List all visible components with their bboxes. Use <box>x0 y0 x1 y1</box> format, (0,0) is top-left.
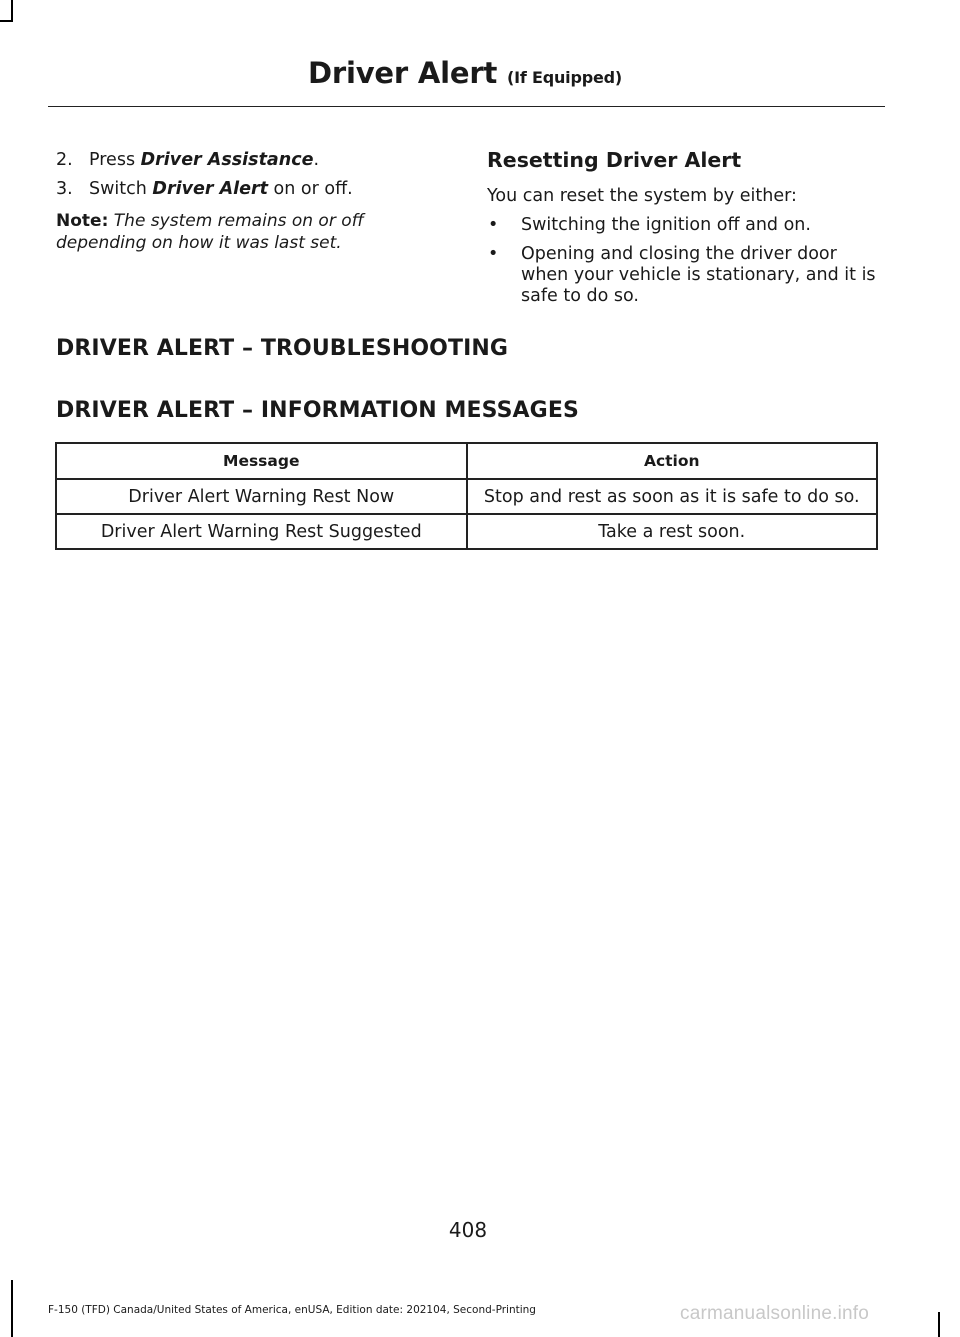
table-header-row <box>56 443 877 479</box>
crop-mark-bottom-left <box>11 1280 13 1337</box>
table-cell-message: Driver Alert Warning Rest Suggested <box>56 514 467 549</box>
header-subtitle: (If Equipped) <box>507 68 622 87</box>
watermark: carmanualsonline.info <box>680 1303 870 1324</box>
left-column <box>56 146 416 254</box>
column-header-message: Message <box>56 443 467 479</box>
resetting-heading: Resetting Driver Alert <box>487 148 742 172</box>
note-label: Note: <box>56 211 109 231</box>
table-cell-action: Stop and rest as soon as it is safe to do so. <box>467 479 878 514</box>
emphasis-driver-assistance: Driver Assistance <box>140 150 314 170</box>
header-divider <box>48 106 885 107</box>
right-column <box>487 146 887 315</box>
table-cell-message: Driver Alert Warning Rest Now <box>56 479 467 514</box>
note <box>56 210 416 254</box>
bullet-icon: • <box>488 215 499 235</box>
reset-intro: You can reset the system by either: <box>487 186 797 206</box>
header-title: Driver Alert <box>308 56 498 90</box>
note-text: The system remains on or off depending on how it was last set. <box>56 211 364 253</box>
messages-table <box>55 442 878 550</box>
page-header <box>0 56 930 90</box>
table-cell-action: Take a rest soon. <box>467 514 878 549</box>
footer-edition: F-150 (TFD) Canada/United States of America, enUSA, Edition date: 202104, Second-Printing <box>48 1304 536 1316</box>
crop-mark-top-left <box>11 0 13 20</box>
page-number: 408 <box>448 1218 488 1242</box>
list-item: • Switching the ignition off and on. <box>488 215 811 235</box>
list-item: • Opening and closing the driver door when your vehicle is stationary, and it is safe to do so. <box>488 244 876 306</box>
column-header-action: Action <box>467 443 878 479</box>
troubleshooting-heading: DRIVER ALERT – TROUBLESHOOTING <box>56 336 509 361</box>
emphasis-driver-alert: Driver Alert <box>152 179 268 199</box>
table-row <box>56 514 877 549</box>
reset-bullets <box>487 215 887 307</box>
table-row <box>56 479 877 514</box>
step-3: 3. Switch Driver Alert on or off. <box>56 179 353 199</box>
bullet-icon: • <box>488 244 499 264</box>
crop-mark-top-left-h <box>0 20 13 22</box>
information-messages-heading: DRIVER ALERT – INFORMATION MESSAGES <box>56 398 579 423</box>
step-2: 2. Press Driver Assistance. <box>56 150 320 170</box>
crop-mark-bottom-right <box>938 1312 940 1337</box>
